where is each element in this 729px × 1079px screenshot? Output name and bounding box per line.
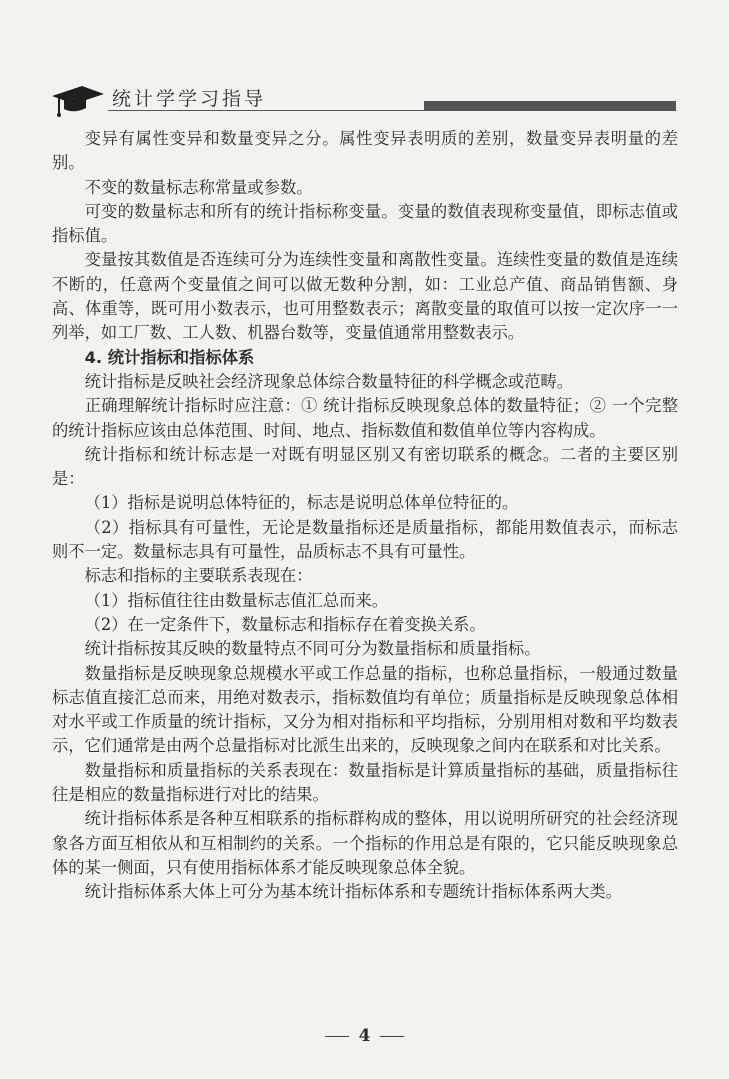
list-item: （2）在一定条件下，数量标志和指标存在着变换关系。 [84, 614, 486, 634]
section-heading: 4. 统计指标和指标体系 [84, 347, 255, 367]
body-paragraph: 数量指标是反映现象总规模水平或工作总量的指标，也称总量指标，一般通过数量标志值直接汇总而来，用绝对数表示，指标数值均有单位；质量指标是反映现象总体相对水平或工作质量的统计指标，又分为相对指标和平均指标，分别用相对数和平均数表示，它们通常是由两个总量指标对比派生出来的，反映现象之间内在联系和对比关系。 [52, 663, 678, 756]
running-header [52, 80, 676, 120]
body-paragraph: 可变的数量标志和所有的统计指标称变量。变量的数值表现称变量值，即标志值或指标值。 [52, 201, 678, 246]
body-paragraph: 统计指标和统计标志是一对既有明显区别又有密切联系的概念。二者的主要区别是： [52, 444, 678, 489]
footer-dash-left [325, 1036, 349, 1037]
header-rule-thin [108, 110, 676, 111]
graduation-cap-icon [52, 82, 104, 118]
body-paragraph: 变量按其数值是否连续可分为连续性变量和离散性变量。连续性变量的数值是连续不断的，任意两个变量值之间可以做无数种分割，如：工业总产值、商品销售额、身高、体重等，既可用小数表示，也可用整数表示；离散变量的取值可以按一定次序一一列举，如工厂数、工人数、机器台数等，变量值通常用整数表示。 [52, 250, 678, 343]
body-paragraph: 变异有属性变异和数量变异之分。属性变异表明质的差别，数量变异表明量的差别。 [52, 129, 678, 173]
page-number: 4 [358, 1026, 371, 1046]
body-paragraph: 统计指标是反映社会经济现象总体综合数量特征的科学概念或范畴。 [84, 371, 574, 391]
body-paragraph: 不变的数量标志称常量或参数。 [84, 177, 313, 197]
body-paragraph: 统计指标按其反映的数量特点不同可分为数量指标和质量指标。 [84, 639, 541, 659]
body-paragraph: 数量指标和质量指标的关系表现在：数量指标是计算质量指标的基础，质量指标往往是相应的数量指标进行对比的结果。 [52, 760, 678, 805]
header-rule-thick [424, 101, 676, 110]
body-paragraph: 统计指标体系是各种互相联系的指标群构成的整体，用以说明所研究的社会经济现象各方面互相依从和互相制约的关系。一个指标的作用总是有限的，它只能反映现象总体的某一侧面，只有使用指标体系才能反映现象总体全貌。 [52, 809, 678, 877]
footer-dash-right [380, 1036, 404, 1037]
body-paragraph: 统计指标体系大体上可分为基本统计指标体系和专题统计指标体系两大类。 [84, 882, 622, 902]
body-paragraph: 正确理解统计指标时应注意：① 统计指标反映现象总体的数量特征；② 一个完整的统计指标应该由总体范围、时间、地点、指标数值和数值单位等内容构成。 [52, 396, 678, 440]
body-paragraph: 标志和指标的主要联系表现在： [84, 566, 313, 586]
header-title: 统计学学习指导 [112, 88, 267, 110]
page-number-footer [0, 1026, 729, 1046]
list-item: （1）指标是说明总体特征的，标志是说明总体单位特征的。 [84, 493, 519, 513]
list-item: （1）指标值往往由数量标志值汇总而来。 [84, 590, 389, 610]
list-item: （2）指标具有可量性，无论是数量指标还是质量指标，都能用数值表示，而标志则不一定。数量标志具有可量性，品质标志不具有可量性。 [52, 517, 678, 562]
page-body [52, 127, 678, 905]
